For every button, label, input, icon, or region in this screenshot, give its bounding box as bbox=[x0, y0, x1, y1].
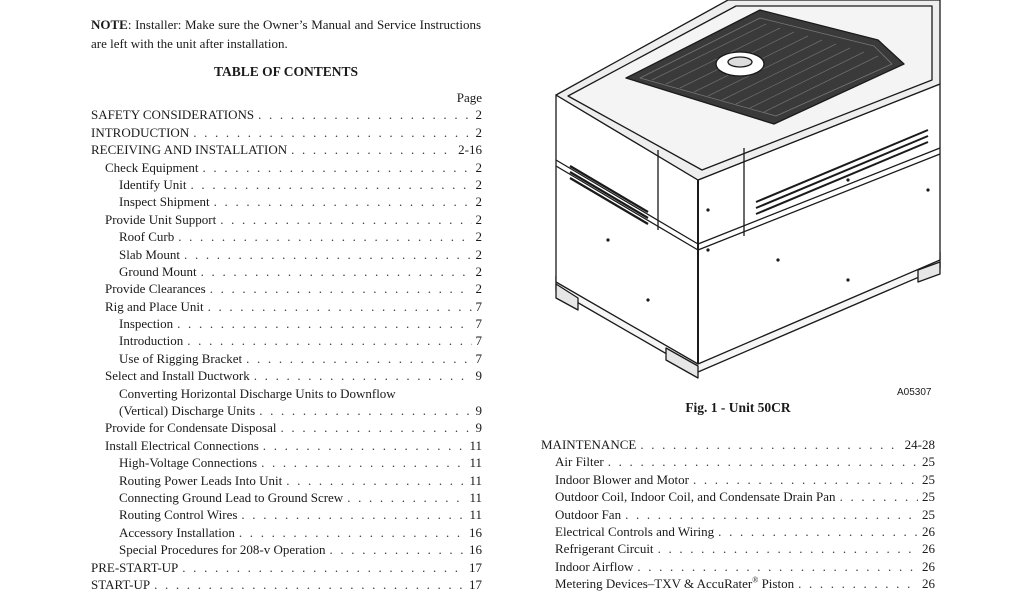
toc-leader-dots bbox=[257, 454, 465, 471]
toc-leader-dots bbox=[836, 488, 918, 505]
toc-entry-page: 11 bbox=[469, 507, 482, 523]
installer-note bbox=[91, 15, 481, 53]
toc-entry bbox=[91, 350, 482, 367]
toc-entry bbox=[91, 524, 482, 541]
toc-leader-dots bbox=[259, 437, 466, 454]
toc-entry-label: Ground Mount bbox=[119, 263, 197, 279]
toc-entry-page: 2 bbox=[475, 159, 482, 175]
toc-leader-dots bbox=[255, 402, 471, 419]
toc-entry-label: Use of Rigging Bracket bbox=[119, 350, 243, 366]
toc-leader-dots bbox=[636, 436, 900, 453]
toc-entry-label: Introduction bbox=[119, 333, 184, 349]
toc-leader-dots bbox=[174, 228, 471, 245]
toc-entry-page: 16 bbox=[469, 542, 482, 558]
toc-entry-label: Routing Control Wires bbox=[119, 507, 238, 523]
toc-entry-label: INTRODUCTION bbox=[91, 124, 190, 140]
toc-leader-dots bbox=[343, 489, 465, 506]
toc-entry bbox=[91, 141, 482, 158]
toc-entry-page: 2 bbox=[475, 229, 482, 245]
toc-entry-label: Provide Clearances bbox=[105, 281, 206, 297]
toc-entry-label: Rig and Place Unit bbox=[105, 298, 204, 314]
toc-entry-page: 25 bbox=[922, 506, 935, 522]
toc-entry-page: 11 bbox=[469, 489, 482, 505]
toc-leader-dots bbox=[287, 141, 454, 158]
toc-entry-label: Provide for Condensate Disposal bbox=[105, 420, 277, 436]
toc-leader-dots bbox=[237, 506, 465, 523]
figure-caption: Fig. 1 - Unit 50CR bbox=[685, 400, 791, 415]
toc-entry bbox=[541, 523, 935, 540]
toc-entry-page: 11 bbox=[469, 437, 482, 453]
toc-entry-page: 26 bbox=[922, 541, 935, 557]
toc-entry bbox=[91, 541, 482, 558]
toc-entry-label: Accessory Installation bbox=[119, 524, 235, 540]
toc-entry-page: 17 bbox=[469, 576, 482, 592]
toc-entry bbox=[91, 559, 482, 576]
toc-entry bbox=[91, 159, 482, 176]
toc-leader-dots bbox=[197, 263, 472, 280]
toc-entry bbox=[541, 558, 935, 575]
toc-entry-label: Check Equipment bbox=[105, 159, 199, 175]
toc-entry-page: 7 bbox=[475, 316, 482, 332]
toc-entry-page: 25 bbox=[922, 489, 935, 505]
toc-entry-page: 16 bbox=[469, 524, 482, 540]
toc-entry-page: 26 bbox=[922, 523, 935, 539]
note-text: : Installer: Make sure the Owner’s Manual and Service Instructions are left with the unit after installation. bbox=[91, 17, 481, 51]
toc-entry bbox=[541, 540, 935, 557]
toc-entry-label: Roof Curb bbox=[119, 229, 175, 245]
toc-entry-label: MAINTENANCE bbox=[541, 437, 637, 452]
toc-entry-label: Outdoor Fan bbox=[555, 506, 622, 522]
toc-entry-label: Indoor Airflow bbox=[555, 558, 634, 574]
toc-leader-dots bbox=[183, 332, 471, 349]
toc-right-column bbox=[541, 436, 935, 593]
toc-entry bbox=[91, 489, 482, 506]
toc-entry bbox=[91, 454, 482, 471]
toc-leader-dots bbox=[282, 472, 465, 489]
toc-entry-page: 7 bbox=[475, 350, 482, 366]
toc-entry-page: 7 bbox=[475, 333, 482, 349]
toc-entry bbox=[541, 436, 935, 453]
toc-leader-dots bbox=[254, 106, 471, 123]
toc-entry-label: Outdoor Coil, Indoor Coil, and Condensate Drain Pan bbox=[555, 489, 836, 505]
toc-entry bbox=[91, 211, 482, 228]
toc-entry-label: Connecting Ground Lead to Ground Screw bbox=[119, 489, 344, 505]
toc-leader-dots bbox=[277, 419, 472, 436]
toc-entry-page: 7 bbox=[475, 298, 482, 314]
toc-left-list bbox=[91, 106, 482, 593]
toc-entry-page: 9 bbox=[475, 403, 482, 419]
toc-entry-label: Special Procedures for 208-v Operation bbox=[119, 542, 326, 558]
toc-entry-label: Identify Unit bbox=[119, 176, 187, 192]
toc-leader-dots bbox=[210, 193, 472, 210]
toc-entry-page: 11 bbox=[469, 472, 482, 488]
toc-entry-page: 2 bbox=[475, 263, 482, 279]
toc-entry-page: 9 bbox=[475, 368, 482, 384]
toc-entry-page: 25 bbox=[922, 471, 935, 487]
toc-entry-page: 2 bbox=[475, 246, 482, 262]
toc-leader-dots bbox=[204, 298, 472, 315]
toc-leader-dots bbox=[689, 471, 918, 488]
toc-entry: Converting Horizontal Discharge Units to Downflow bbox=[119, 385, 396, 401]
toc-entry bbox=[91, 576, 482, 593]
toc-entry-page: 25 bbox=[922, 454, 935, 470]
toc-entry bbox=[91, 315, 482, 332]
toc-entry-label: Indoor Blower and Motor bbox=[555, 471, 689, 487]
toc-entry bbox=[91, 506, 482, 523]
toc-entry-label: Refrigerant Circuit bbox=[555, 541, 654, 557]
toc-entry bbox=[91, 298, 482, 315]
toc-leader-dots bbox=[189, 124, 471, 141]
toc-leader-dots bbox=[187, 176, 472, 193]
toc-entry-page: 9 bbox=[475, 420, 482, 436]
note-label: NOTE bbox=[91, 17, 128, 32]
toc-entry bbox=[91, 228, 482, 245]
toc-entry-page: 11 bbox=[469, 455, 482, 471]
toc-entry bbox=[91, 280, 482, 297]
toc-leader-dots bbox=[242, 350, 471, 367]
toc-entry bbox=[91, 437, 482, 454]
toc-entry-label: Install Electrical Connections bbox=[105, 437, 259, 453]
toc-entry bbox=[541, 575, 935, 592]
toc-entry-label: (Vertical) Discharge Units bbox=[119, 403, 256, 419]
toc-leader-dots bbox=[216, 211, 471, 228]
toc-leader-dots bbox=[235, 524, 465, 541]
toc-entry-label: Routing Power Leads Into Unit bbox=[119, 472, 283, 488]
toc-right-list bbox=[541, 436, 935, 593]
toc-entry-label: START-UP bbox=[91, 576, 151, 592]
toc-entry-label: Air Filter bbox=[555, 454, 604, 470]
toc-entry-page: 2-16 bbox=[458, 142, 482, 158]
toc-entry-page: 26 bbox=[922, 576, 935, 592]
toc-left-column bbox=[91, 89, 482, 593]
toc-entry bbox=[91, 124, 482, 141]
toc-entry-page: 2 bbox=[475, 124, 482, 140]
toc-entry-page: 2 bbox=[475, 194, 482, 210]
toc-entry bbox=[91, 263, 482, 280]
toc-entry bbox=[91, 332, 482, 349]
toc-entry-label: Provide Unit Support bbox=[105, 211, 217, 227]
toc-entry-label: RECEIVING AND INSTALLATION bbox=[91, 142, 288, 158]
toc-entry bbox=[91, 176, 482, 193]
toc-entry bbox=[541, 506, 935, 523]
toc-entry-page: 2 bbox=[475, 176, 482, 192]
toc-entry-page: 2 bbox=[475, 107, 482, 123]
figure-code: A05307 bbox=[897, 387, 932, 398]
toc-entry-label: Metering Devices–TXV & AccuRater® Piston bbox=[555, 575, 795, 592]
toc-entry-page: 2 bbox=[475, 211, 482, 227]
toc-leader-dots bbox=[714, 523, 918, 540]
toc-entry bbox=[91, 193, 482, 210]
toc-leader-dots bbox=[206, 280, 472, 297]
toc-entry-label: Inspect Shipment bbox=[119, 194, 210, 210]
toc-entry-label: Select and Install Ductwork bbox=[105, 368, 250, 384]
toc-leader-dots bbox=[621, 506, 918, 523]
toc-entry-label: PRE-START-UP bbox=[91, 559, 179, 575]
toc-entry-label: Inspection bbox=[119, 316, 174, 332]
toc-entry bbox=[91, 106, 482, 123]
toc-leader-dots bbox=[180, 246, 471, 263]
toc-entry bbox=[91, 367, 482, 384]
toc-entry bbox=[541, 471, 935, 488]
toc-leader-dots bbox=[150, 576, 465, 593]
toc-entry bbox=[91, 402, 482, 419]
toc-leader-dots bbox=[173, 315, 471, 332]
toc-entry bbox=[541, 453, 935, 470]
toc-leader-dots bbox=[604, 453, 918, 470]
toc-leader-dots bbox=[794, 575, 918, 592]
toc-title: TABLE OF CONTENTS bbox=[213, 64, 359, 79]
toc-entry bbox=[91, 246, 482, 263]
toc-entry-label: SAFETY CONSIDERATIONS bbox=[91, 107, 255, 123]
toc-entry-page: 26 bbox=[922, 558, 935, 574]
toc-leader-dots bbox=[178, 559, 465, 576]
toc-leader-dots bbox=[199, 159, 472, 176]
unit-illustration bbox=[548, 0, 948, 400]
toc-entry-label: High-Voltage Connections bbox=[119, 455, 258, 471]
toc-entry bbox=[91, 472, 482, 489]
toc-entry-label: Slab Mount bbox=[119, 246, 181, 262]
toc-entry-page: 17 bbox=[469, 559, 482, 575]
toc-leader-dots bbox=[654, 540, 918, 557]
toc-leader-dots bbox=[326, 541, 466, 558]
toc-entry bbox=[541, 488, 935, 505]
toc-entry-page: 2 bbox=[475, 281, 482, 297]
toc-leader-dots bbox=[633, 558, 918, 575]
toc-page-header: Page bbox=[456, 90, 482, 105]
toc-entry-page: 24-28 bbox=[904, 437, 935, 452]
toc-leader-dots bbox=[250, 367, 472, 384]
toc-entry bbox=[91, 419, 482, 436]
toc-entry-label: Electrical Controls and Wiring bbox=[555, 523, 715, 539]
